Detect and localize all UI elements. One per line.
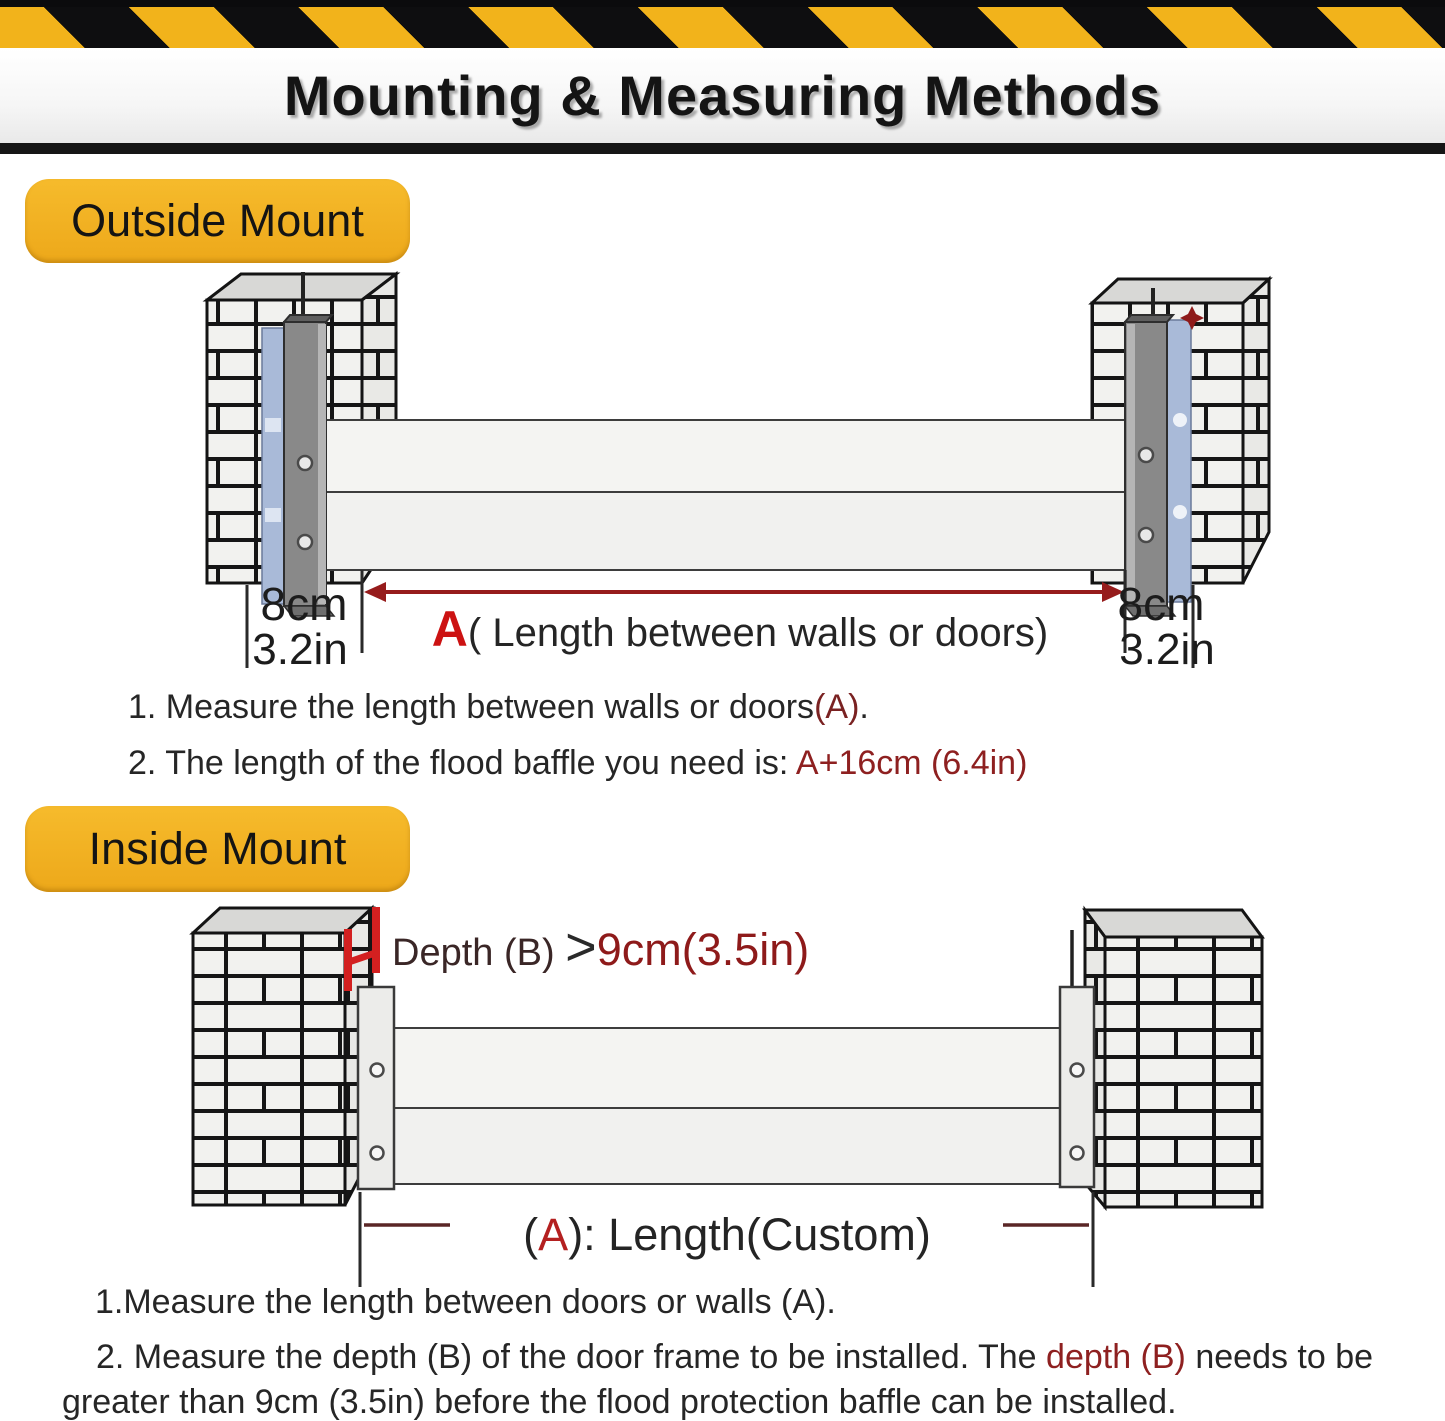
depth-label-text: Depth (B) [392,932,566,974]
outside-mount-instructions [128,688,1027,800]
screw [1071,1147,1084,1160]
step-text: . [859,688,869,726]
step-text: needs to be greater than 9cm (3.5in) before the flood protection baffle can be installed. [62,1338,1374,1421]
hazard-stripe-band [0,0,1445,48]
length-custom-label [523,1209,931,1260]
header-divider-bar [0,143,1445,154]
depth-value: 9cm(3.5in) [596,924,810,975]
screw [371,1064,384,1077]
page-title: Mounting & Measuring Methods [283,64,1162,127]
span-label-text: ( Length between walls or doors) [467,611,1049,655]
left-offset-in: 3.2in [252,625,348,670]
outside-step-2 [128,744,1027,783]
step-highlight: depth (B) [1046,1338,1186,1376]
length-label-open: ( [523,1209,539,1260]
length-label-rest: ): Length(Custom) [568,1209,931,1260]
step-highlight: A+16cm (6.4in) [795,744,1028,782]
depth-label [392,917,809,977]
step-highlight: (A) [814,688,860,726]
screw [1071,1064,1084,1077]
screw [1139,448,1153,462]
inside-mount-badge: Inside Mount [25,806,410,892]
inside-right-pillar [1085,910,1262,1207]
inside-left-bracket [358,987,394,1189]
outside-measurement [247,570,1215,670]
left-offset-cm: 8cm [260,578,348,630]
screw [298,535,312,549]
right-offset-in: 3.2in [1119,625,1215,670]
screw [298,456,312,470]
inside-mount-diagram [150,895,1310,1290]
outside-mount-badge: Outside Mount [25,179,410,263]
title-banner [0,48,1445,143]
right-offset-cm: 8cm [1117,578,1205,630]
screw [1139,528,1153,542]
inside-step-2 [62,1335,1430,1421]
outside-step-1 [128,688,1027,727]
inside-flood-baffle [394,1028,1060,1184]
outside-flood-baffle [323,420,1125,570]
length-marker-a: A [538,1209,569,1260]
greater-than-symbol: > [565,917,597,977]
screw [371,1147,384,1160]
outside-mount-diagram [180,270,1390,670]
step-text: 1. Measure the length between walls or doors [128,688,815,726]
span-marker-a: A [431,601,468,657]
step-text: 2. Measure the depth (B) of the door frame to be installed. The [96,1338,1047,1376]
step-text: 2. The length of the flood baffle you need is: [128,744,796,782]
span-length-label [432,601,1048,657]
inside-step-1: 1.Measure the length between doors or walls (A). [95,1283,836,1321]
